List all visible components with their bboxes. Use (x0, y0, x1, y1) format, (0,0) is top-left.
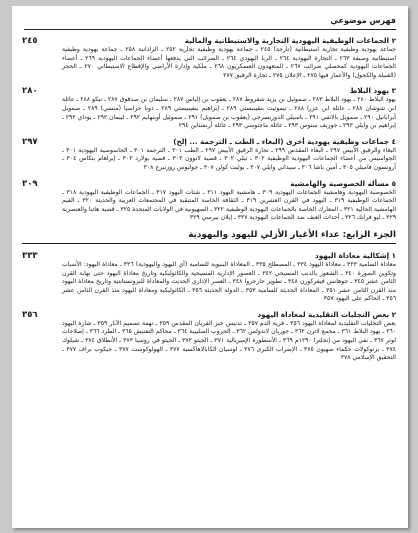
index-entry (22, 251, 396, 304)
entry-text: يهود البلاط ٢٨٠ ـ يهود البلاط ٢٨٣ ـ صموئيل بن يزيد شفروط ٢٨٧ ـ يعقوب بن إلياس ٢٨٧ ـ سليمان بن صدقوق ٢٨٧ ـ نيكو ٢٨٨ ـ عائلة ابن شوشان ٢٨٨ ـ عائلة ابن عزرا ٢٨٨ ـ تيموثيت بنفينيستي ٢٨٩ ـ إبراهيم بنفينيستي ٢٨٩ ـ دونا جراسيا (منسي) ٢٨٩ ـ صمويل أبرابانيل ٢٩٠ ـ صمويل بالاشي ٢٩١ ـ باسيلي الدوريسرجي (يعقوب بن صمويل) ٢٩١ ـ صموئيل أوبنهايم ٢٩٢ ـ ليبمان ٢٩٢ ـ يوداي ٢٩٢ ـ إبراهيم بن وايلي ٢٩٣ ـ جوزيف ستوس ٢٩٣ ـ عائلة ماجنوسي ٢٩٣ ـ عائلة أرنشتاين ٢٩٤ (62, 96, 397, 130)
entry-text: بعض التجليات التقليدية لمعاداة اليهود ٣٥٦ ـ فرية الدم ٣٥٧ ـ تدنيس خبز القربان المقدس ٣٥٩ ـ تهمة تسميم الآبار ٣٥٩ ـ شارة اليهود ٣٦٠ ـ يهود البلاط ٣٦١ ـ مجمع لاترن ٣٦٢ ـ جوريان لاندولس ٣٦٢ ـ الحروب الصليبية ٣٦٤ ـ محاكم التفتيش ٣٦٥ ـ الطرد ٣٦٦ ـ إصلاحات لوثر ٣٦٧ ـ نفي اليهود من إنجلترا ١٢٩٠م ٣٦٩ ـ الأسطورة الإمبريالية ٣٧١ ـ الجيتو ٣٧٢ ـ الجيتو في روسيا ٣٧٣ ـ الأنطلاق ٣٧٤ ـ شيلوك ٣٧٤ ـ برتوكولات حكماء صهيون ٣٧٥ ـ الإضراب الكبرى ٣٧٦ ـ لوسيان الكابالاهاكسية ٣٧٧ ـ الهولوكوست ٣٧٧ ـ جيكوب براف ٣٧٧ ـ التحقيق الإسلامي ٣٧٨ (62, 319, 397, 362)
entry-number: ٥ (391, 178, 396, 188)
index-entry (22, 179, 396, 223)
entry-number: ٢ (391, 36, 396, 45)
entry-title-text: بعض التجليات التقليدية لمعاداة اليهود (257, 309, 390, 319)
entry-number: ٢ (391, 309, 396, 319)
entry-page-number: ٣٣٣ (22, 250, 38, 261)
entry-text: البغاء والرقيق الأبيض ٢٩٧ ـ البغاء المقدس ٢٩٩ ـ تجارة الرقيق الأبيض ٢٩٧ ـ الطب ٣٠١ ـ الترجمة ٣٠١ ـ الجاسوسية اليهودية ٣٠١ ـ الجواسيس من أعضاء الجماعات اليهودية الوظيفية ٣٠٢ ـ تيلي ٣٠٢ ـ قضية لاتوون ٣٠٣ ـ قضية بولارد ٣٠٣ ـ إبراهام بنكاس ٣٠٤ ـ آرونسون فاميلي ٣٠٥ ـ آمين باشا ٣٠٦ ـ سيداني وايلي ٣٠٧ ـ بوليت كولن ٣٠٧ ـ جوليوس روزنبرج ٣٠٨ (62, 146, 396, 171)
index-entry (22, 310, 396, 363)
part-heading: الجزء الرابع: عداء الأغيار الأزلي لليهود واليهودية (22, 229, 396, 244)
entry-text: جماعة يهودية وظيفية تجارية استيطانية (تارجة) ٢٤٥ ـ جماعة يهودية وظيفية تجارية ٢٥٢ ـ الراذانية ٢٥٨ ـ جماعة يهودية وظيفية استيطانية وصيفة ٢٦٣ ـ التجارة اليهودية ٢٦٤ ـ الربا اليهودي ٢٦٤ ـ الضرائب التي يدفعها أعضاء الجماعات اليهودية ٢٦٩ ـ أعضاء الجماعات اليهودية كمحصلي ضرائب ٢٦٧ ـ المتعهدون العسكريون ٢٦٨ ـ ملكية وإدارة الأراضي والإقطاع الاستيطاني ٢٧٠ ـ الحجر (القبيلة والكحول) والأعمار فيها ٢٧٥ ـ الإعلان ٢٧٥ ـ تجارة الرقيق ٢٧٧ (62, 46, 397, 79)
entry-page-number: ٣٠٩ (22, 178, 38, 189)
entry-title (62, 86, 396, 96)
entry-title-text: جماعات وظيفية يهودية أخرى (البغاء ـ الطب ـ الترجمة ... إلخ) (173, 136, 390, 146)
entry-text: معاداة السامية ٣٣٣ ـ معاداة اليهود ٣٣٤ ـ المصطلح ٣٣٥ ـ المعاداة البنيوية للسامية (أي اليهود واليهودية) ٣٣٦ ـ معاداة اليهود: الأسباب وتكوين الصورة ٣٤٠ ـ الشعور بالذنب المسيحي ٣٤٢ ـ العصور الإدارية المسيحية والكاثوليكية وتاريخ معاداة اليهود حتى نهاية القرن الثامن عشر ٣٤٥ ـ جوهانس فيفركورن ٣٤٨ ـ تطوير حارجروا ٣٤٨ ـ العصر الإداري الحديث والمعاداة للبروتستانتية وتاريخ معاداة اليهود منذ القرن الثامن عشر ٣٥١ ـ المعاداة الحديثة للسامية ٣٥٣ ـ الدولة الحديثة ٣٥٦ ـ الكاثوليكية ومعاداة اليهود منذ القرن الثامن عشر ٣٥٦ ـ الحاكم على اليهود ٣٥٧ (62, 260, 396, 303)
entry-page-number: ٣٥٦ (22, 309, 38, 320)
index-entry (22, 86, 396, 130)
index-content (22, 36, 396, 522)
page-header-title: فهرس موضوعي (330, 16, 396, 25)
index-entry (22, 137, 396, 173)
entry-title-text: يهود البلاط (349, 86, 390, 96)
entry-page-number: ٢٤٥ (22, 36, 38, 46)
entry-title-text: مسألة الخصوصية والهامشية (290, 178, 390, 188)
entry-page-number: ٢٨٠ (22, 86, 38, 97)
entry-page-number: ٢٩٧ (22, 136, 38, 147)
index-entry (22, 36, 396, 80)
page-header (24, 15, 396, 30)
entry-title-text: إشكالية معاداة اليهود (315, 250, 390, 260)
entry-title (62, 36, 396, 46)
entry-title (62, 310, 396, 320)
entry-number: ١ (391, 250, 396, 260)
entry-number: ٤ (391, 136, 396, 146)
entry-number: ٣ (391, 86, 396, 96)
entry-title-text: الجماعات الوظيفية اليهودية التجارية والاستيطانية والمالية (184, 36, 390, 45)
entry-text: الخصوصية اليهودية وهامشية الجماعات اليهودية ٣٠٩ ـ هامشية اليهود ٣١١ ـ شتات اليهود ٣١٧ ـ الجماعات الوظيفية اليهودية ٣١٨ ـ الجماعات الوظيفية ٣١٩ ـ اليهود في القرن العشرين ٣١٩ ـ الثقافة الخاصة المتبقية في المجتمعات العربية والحديثة ٣٢٠ ـ القيم الهامشية الحالية ٣٢١ ـ المعارك الخاصة بالجماعات اليهودية الوظيفية ٣٢٢ ـ الصهيونية في الولايات المتحدة ٣٢٥ ـ قضية هاتنا والعنصرية ٣٢٩ ـ ليو فرانك ٣٢٦ ـ أحداث العنف ضد الجماعات اليهودية ٣٢٧ ـ إيلان بيرسي ٣٢٩ (62, 188, 397, 222)
entry-title (62, 251, 396, 261)
document-page (12, 6, 408, 528)
entry-title (62, 137, 396, 147)
entry-title (62, 179, 396, 189)
